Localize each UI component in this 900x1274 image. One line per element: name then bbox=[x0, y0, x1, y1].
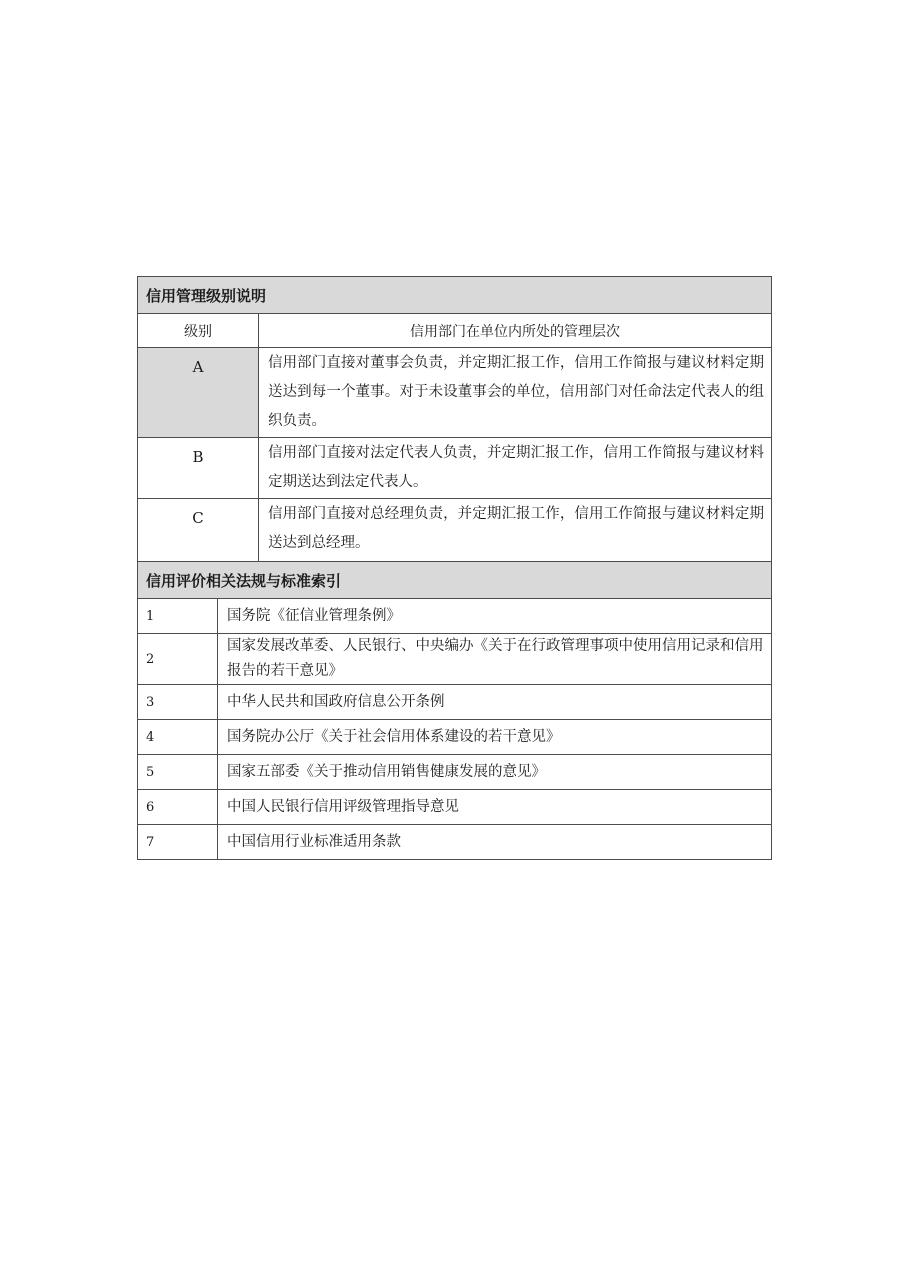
regulation-number: 5 bbox=[138, 755, 218, 790]
regulation-number: 1 bbox=[138, 599, 218, 634]
table-row bbox=[138, 348, 772, 438]
regulation-number: 2 bbox=[138, 634, 218, 685]
regulation-section-title: 信用评价相关法规与标准索引 bbox=[138, 562, 772, 599]
level-column-header: 级别 bbox=[138, 314, 259, 348]
regulation-number: 3 bbox=[138, 685, 218, 720]
table-row bbox=[138, 438, 772, 499]
table-row bbox=[138, 825, 772, 860]
table-row bbox=[138, 720, 772, 755]
table-row bbox=[138, 499, 772, 565]
position-column-header: 信用部门在单位内所处的管理层次 bbox=[259, 314, 772, 348]
level-description: 信用部门直接对总经理负责，并定期汇报工作，信用工作简报与建议材料定期送达到总经理。 bbox=[259, 499, 772, 565]
table-row bbox=[138, 634, 772, 685]
credit-level-table bbox=[137, 276, 772, 565]
level-description: 信用部门直接对董事会负责，并定期汇报工作，信用工作简报与建议材料定期送达到每一个董事。对于未设董事会的单位，信用部门对任命法定代表人的组织负责。 bbox=[259, 348, 772, 438]
table-row bbox=[138, 685, 772, 720]
regulation-title: 国家发展改革委、人民银行、中央编办《关于在行政管理事项中使用信用记录和信用报告的若干意见》 bbox=[218, 634, 772, 685]
regulation-number: 7 bbox=[138, 825, 218, 860]
table-row bbox=[138, 599, 772, 634]
regulation-number: 6 bbox=[138, 790, 218, 825]
regulation-title: 国家五部委《关于推动信用销售健康发展的意见》 bbox=[218, 755, 772, 790]
regulation-title: 国务院办公厅《关于社会信用体系建设的若干意见》 bbox=[218, 720, 772, 755]
level-cell: C bbox=[138, 499, 259, 565]
table-row bbox=[138, 790, 772, 825]
level-cell: A bbox=[138, 348, 259, 438]
regulation-title: 中国信用行业标准适用条款 bbox=[218, 825, 772, 860]
regulation-title: 国务院《征信业管理条例》 bbox=[218, 599, 772, 634]
level-cell: B bbox=[138, 438, 259, 499]
regulation-number: 4 bbox=[138, 720, 218, 755]
table-row bbox=[138, 755, 772, 790]
level-description: 信用部门直接对法定代表人负责，并定期汇报工作，信用工作简报与建议材料定期送达到法定代表人。 bbox=[259, 438, 772, 499]
regulation-index-table bbox=[137, 561, 772, 860]
credit-level-section-title: 信用管理级别说明 bbox=[138, 277, 772, 314]
regulation-title: 中国人民银行信用评级管理指导意见 bbox=[218, 790, 772, 825]
regulation-title: 中华人民共和国政府信息公开条例 bbox=[218, 685, 772, 720]
